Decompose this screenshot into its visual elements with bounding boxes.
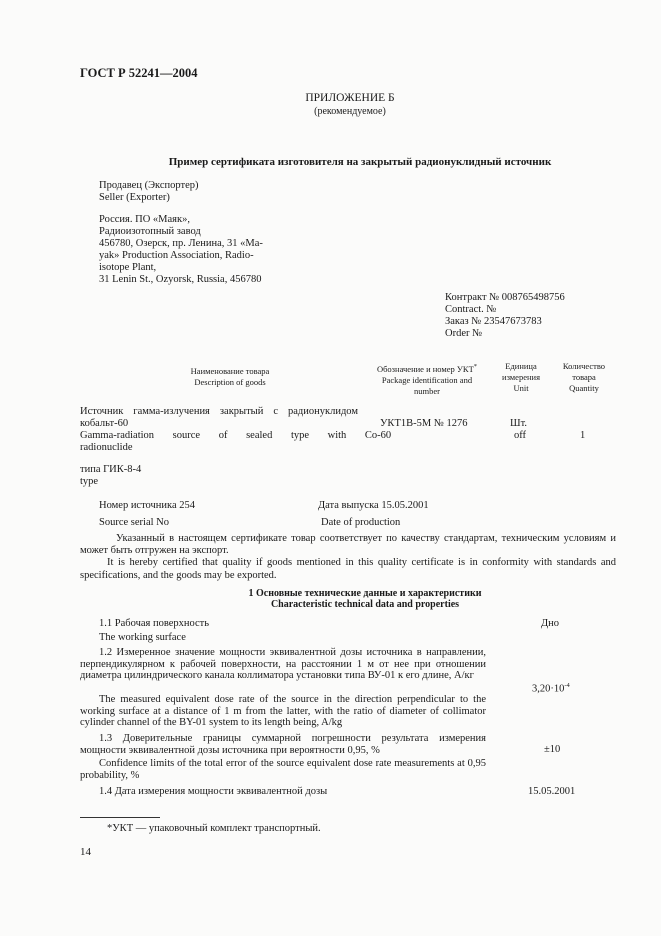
certification-ru: Указанный в настоящем сертификате товар соответствует по качеству стандартам, техническим условиям и может быть отгружен на экспорт.: [80, 533, 616, 556]
seller-address-line: 31 Lenin St., Ozyorsk, Russia, 456780: [99, 274, 262, 285]
production-date: Дата выпуска 15.05.2001: [318, 500, 429, 511]
col-header-unit-ru: Единица: [505, 361, 537, 371]
seller-label-en: Seller (Exporter): [99, 192, 170, 203]
page-number: 14: [80, 846, 91, 858]
footnote-divider: [80, 817, 160, 818]
seller-label-ru: Продавец (Экспортер): [99, 180, 199, 191]
item-1-3-ru: 1.3 Доверительные границы суммарной погрешности результата измерения мощности эквивалентной дозы источника при вероятности 0,95, %: [80, 733, 486, 756]
seller-address-line: 456780, Озерск, пр. Ленина, 31 «Ма-: [99, 238, 263, 249]
type-block: [80, 464, 141, 488]
col-header-package-ru: [362, 361, 492, 375]
appendix-subtitle: (рекомендуемое): [314, 106, 386, 117]
item-1-4-ru: 1.4 Дата измерения мощности эквивалентной дозы: [99, 786, 328, 797]
goods-en-text: Gamma-radiation source of sealed type with Co-60: [80, 430, 392, 441]
col-header-package: [362, 361, 492, 397]
col-header-unit: [492, 361, 550, 394]
standard-header: ГОСТ Р 52241—2004: [80, 66, 198, 80]
certification-en: It is hereby certified that quality if goods mentioned in this quality certificate is in conformity with standards and specifications, and the goods may be exported.: [80, 557, 616, 581]
serial-number-en: Source serial No: [99, 517, 169, 528]
document-title: Пример сертификата изготовителя на закрытый радионуклидный источник: [168, 156, 552, 168]
col-header-unit-en: Unit: [513, 383, 529, 393]
seller-address-line: Россия. ПО «Маяк»,: [99, 214, 190, 225]
dose-rate-exponent: -4: [564, 682, 570, 689]
contract-number: Контракт № 008765498756: [445, 292, 565, 303]
table-row: [80, 406, 392, 454]
order-number: Заказ № 23547673783: [445, 316, 542, 327]
seller-address-line: Радиоизотопный завод: [99, 226, 201, 237]
section1-title-ru: 1 Основные технические данные и характеристики: [248, 588, 482, 599]
seller-block: [99, 180, 263, 286]
col-header-qty-ru: Количество: [562, 361, 606, 371]
appendix-title: ПРИЛОЖЕНИЕ Б: [305, 92, 395, 104]
quantity-cell: 1: [580, 430, 586, 441]
seller-address-line: isotope Plant,: [99, 262, 157, 273]
production-date-en: Date of production: [321, 517, 401, 528]
type-ru: типа ГИК-8-4: [80, 464, 142, 475]
unit-cell: [510, 418, 527, 442]
goods-ru-line1: Источник гамма-излучения закрытый с радионуклидом: [80, 406, 358, 417]
col-header-package-en: Package identification and: [381, 374, 473, 385]
goods-en-line1: [80, 430, 392, 442]
seller-address-line: yak» Production Association, Radio-: [99, 250, 254, 261]
package-id: УКТ1В-5М № 1276: [380, 418, 468, 429]
item-1-3-value: ±10: [544, 744, 561, 755]
item-1-2-ru: 1.2 Измеренное значение мощности эквивалентной дозы источника в направлении, перпендикулярном к рабочей поверхности, на расстоянии 1 м от нее при отношении диаметра цилиндрического канала коллиматора установки типа ВУ-01 к его длине, А/кг: [80, 647, 486, 681]
col-header-package-en2: number: [414, 385, 440, 396]
footnote-marker: *: [473, 363, 478, 370]
goods-ru-line2: кобальт-60: [80, 418, 129, 429]
section1-title: [200, 588, 530, 610]
unit-ru: Шт.: [510, 418, 528, 429]
col-header-goods-ru: Наименование товара: [190, 366, 270, 376]
contract-block: [445, 292, 565, 340]
col-header-goods-en: Description of goods: [194, 377, 266, 387]
item-1-1-ru: 1.1 Рабочая поверхность: [99, 618, 210, 629]
goods-en-line2: radionuclide: [80, 442, 133, 453]
item-1-4-value: 15.05.2001: [528, 786, 576, 797]
col-header-qty-ru2: товара: [572, 372, 596, 382]
order-number-en: Order №: [445, 328, 483, 339]
footnote: *УКТ — упаковочный комплект транспортный.: [107, 823, 321, 834]
contract-number-en: Contract. №: [445, 304, 497, 315]
section1-title-en: Characteristic technical data and properties: [270, 599, 460, 610]
col-header-goods: [160, 366, 300, 388]
item-1-3-en: Confidence limits of the total error of the source equivalent dose rate measurements at 0,95 probability, %: [80, 758, 486, 781]
unit-en: off: [514, 430, 527, 441]
dose-rate-value: 3,20·10: [532, 683, 565, 695]
col-header-package-text: Обозначение и номер УКТ: [376, 363, 474, 374]
item-1-1-value: Дно: [541, 618, 560, 629]
serial-number: Номер источника 254: [99, 500, 196, 511]
item-1-2-en: The measured equivalent dose rate of the source in the direction perpendicular to the working surface at a distance of 1 m from the latter, with the ratio of diameter of collimator cylinder channel of the BY-01 system to its length being, A/kg: [80, 694, 486, 728]
col-header-quantity: [552, 361, 616, 394]
item-1-2-value: [532, 682, 570, 696]
col-header-qty-en: Quantity: [569, 383, 599, 393]
item-1-1-en: The working surface: [99, 632, 186, 643]
type-en: type: [80, 476, 99, 487]
col-header-unit-ru2: измерения: [502, 372, 540, 382]
